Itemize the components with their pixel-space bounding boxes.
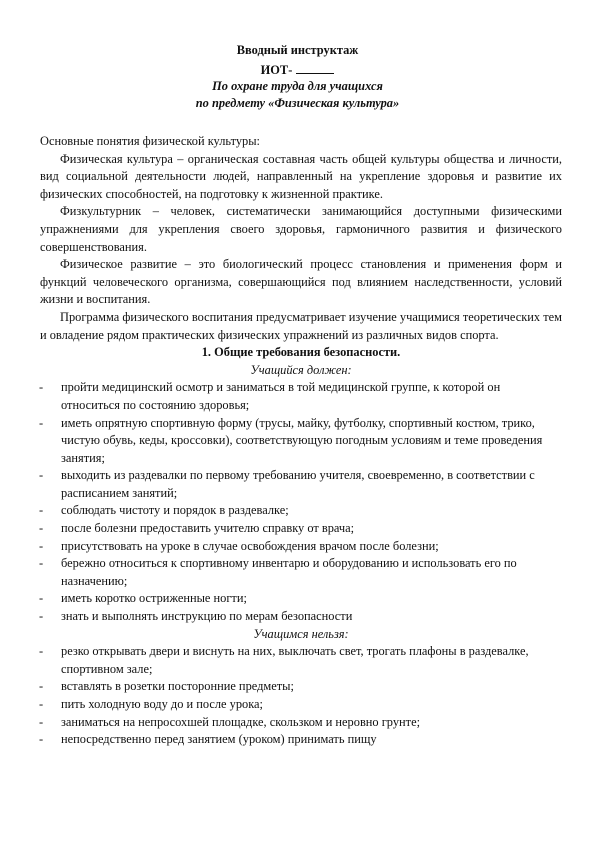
- list-item: [40, 608, 562, 626]
- bullet-dash: -: [39, 521, 44, 536]
- list-item: [40, 555, 562, 590]
- list-item-text: пройти медицинский осмотр и заниматься в той медицинской группе, к которой он относиться по состоянию здоровья;: [61, 380, 501, 412]
- must-list: [40, 379, 562, 625]
- bullet-dash: -: [39, 609, 44, 624]
- list-item: [40, 731, 562, 749]
- must-heading: Учащийся должен:: [250, 362, 352, 377]
- document-body: [40, 133, 562, 749]
- list-item: [40, 538, 562, 556]
- bullet-dash: -: [39, 503, 44, 518]
- list-item-text: иметь коротко остриженные ногти;: [61, 591, 247, 606]
- iot-number-blank: [296, 61, 334, 74]
- list-item-text: резко открывать двери и виснуть на них, выключать свет, трогать плафоны в раздевалке, спортивном зале;: [61, 644, 529, 676]
- list-item: [40, 520, 562, 538]
- list-item: [40, 714, 562, 732]
- list-item-text: вставлять в розетки посторонние предметы;: [61, 679, 294, 694]
- list-item: [40, 678, 562, 696]
- document-title: Вводный инструктаж: [236, 43, 359, 57]
- section1-heading: 1. Общие требования безопасности.: [201, 345, 401, 360]
- forbidden-list: [40, 643, 562, 749]
- intro-heading: Основные понятия физической культуры:: [40, 134, 260, 148]
- list-item-text: присутствовать на уроке в случае освобождения врачом после болезни;: [61, 538, 439, 553]
- list-item: [40, 643, 562, 678]
- bullet-dash: -: [39, 697, 44, 711]
- bullet-dash: -: [39, 380, 44, 395]
- list-item-text: пить холодную воду до и после урока;: [61, 697, 263, 711]
- bullet-dash: -: [39, 732, 44, 747]
- list-item: [40, 696, 562, 714]
- bullet-dash: -: [39, 556, 44, 571]
- bullet-dash: -: [39, 538, 44, 553]
- bullet-dash: -: [39, 468, 44, 483]
- intro-paragraph: Физическая культура – органическая составная часть общей культуры общества и личности, вид социальной деятельности людей, направленный на укрепление здоровья и развитие их физических способностей, на подготовку к жизненной практике.: [40, 151, 562, 201]
- list-item: [40, 467, 562, 502]
- list-item: [40, 502, 562, 520]
- intro-paragraph: Программа физического воспитания предусматривает изучение учащимися теоретических тем и овладение рядом практических физических упражнений из различных видов спорта.: [40, 309, 562, 342]
- list-item-text: заниматься на непросохшей площадке, скользком и неровно грунте;: [61, 714, 421, 729]
- list-item-text: непосредственно перед занятием (уроком) принимать пищу: [61, 732, 377, 747]
- document-subtitle-line2: по предмету «Физическая культура»: [195, 96, 400, 110]
- iot-number-line: [0, 61, 595, 80]
- bullet-dash: -: [39, 415, 44, 430]
- document-subtitle-line1: По охране труда для учащихся: [212, 79, 383, 93]
- iot-label: ИОТ-: [260, 63, 293, 77]
- forbidden-heading: Учащимся нельзя:: [253, 626, 349, 641]
- list-item-text: бережно относиться к спортивному инвентарю и оборудованию и использовать его по назначению;: [61, 556, 517, 588]
- bullet-dash: -: [39, 679, 44, 694]
- list-item: [40, 415, 562, 468]
- bullet-dash: -: [39, 591, 44, 606]
- list-item: [40, 379, 562, 414]
- intro-paragraph: Физическое развитие – это биологический процесс становления и применения форм и функций человеческого организма, совершающийся под влиянием наследственности, условий жизни и воспитания.: [40, 257, 562, 307]
- intro-paragraph: Физкультурник – человек, систематически занимающийся доступными физическими упражнениями для укрепления своего здоровья, гармоничного развития и физического совершенствования.: [40, 204, 562, 254]
- bullet-dash: -: [39, 644, 44, 659]
- list-item-text: выходить из раздевалки по первому требованию учителя, своевременно, в соответствии с расписанием занятий;: [61, 468, 535, 500]
- bullet-dash: -: [39, 714, 44, 729]
- list-item-text: знать и выполнять инструкцию по мерам безопасности: [61, 609, 353, 624]
- list-item-text: иметь опрятную спортивную форму (трусы, майку, футболку, спортивный костюм, трико, чистую обувь, кеды, кроссовки), соответствующую погодным условиям и теме проведения занятия;: [61, 415, 543, 465]
- list-item-text: соблюдать чистоту и порядок в раздевалке;: [61, 503, 289, 518]
- list-item-text: после болезни предоставить учителю справку от врача;: [61, 521, 355, 536]
- list-item: [40, 590, 562, 608]
